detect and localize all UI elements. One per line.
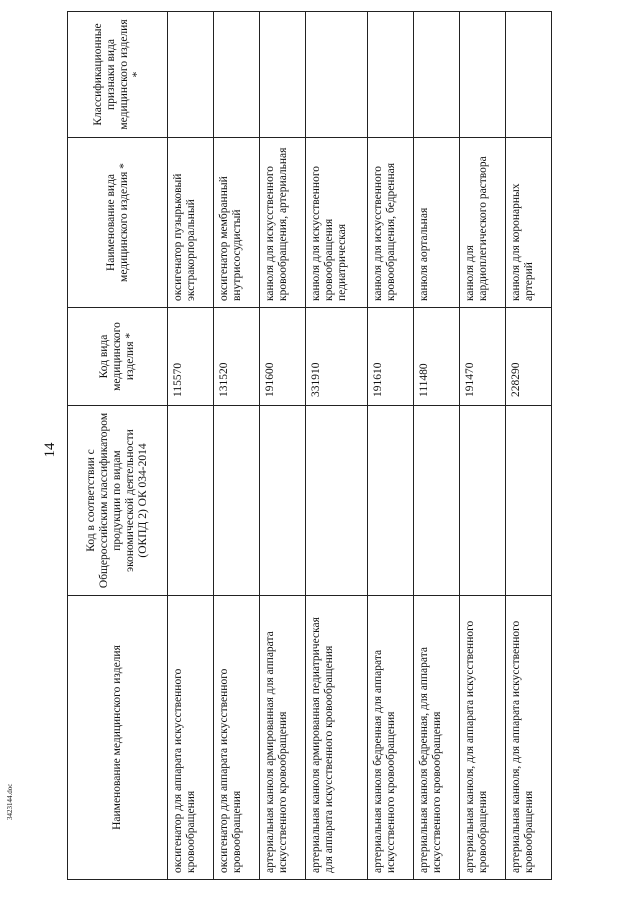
cell-kind-code: 111480 <box>414 308 460 406</box>
cell-kind-name: канюля для искусственного кровообращения, артериальная <box>260 138 306 308</box>
cell-okpd <box>168 406 214 596</box>
cell-device-name: оксигенатор для аппарата искусственного кровообращения <box>168 596 214 880</box>
document-filename: 3423144.doc <box>6 783 14 820</box>
cell-kind-code: 331910 <box>306 308 368 406</box>
cell-okpd <box>460 406 506 596</box>
cell-device-name: артериальная канюля бедренная, для аппарата искусственного кровообращения <box>414 596 460 880</box>
cell-okpd <box>306 406 368 596</box>
header-device-name: Наименование медицинского изделия <box>68 596 168 880</box>
cell-okpd <box>260 406 306 596</box>
table-row <box>168 12 214 880</box>
cell-kind-name: канюля для кардиоплегического раствора <box>460 138 506 308</box>
cell-okpd <box>214 406 260 596</box>
cell-features <box>414 12 460 138</box>
table-row <box>460 12 506 880</box>
cell-features <box>506 12 552 138</box>
cell-features <box>214 12 260 138</box>
cell-kind-name: оксигенатор мембранный внутрисосудистый <box>214 138 260 308</box>
rotated-page <box>67 0 640 882</box>
cell-features <box>368 12 414 138</box>
cell-kind-code: 191610 <box>368 308 414 406</box>
cell-features <box>168 12 214 138</box>
cell-device-name: артериальная канюля армированная педиатрическая для аппарата искусственного кровообращения <box>306 596 368 880</box>
medical-devices-table <box>67 11 552 880</box>
cell-features <box>260 12 306 138</box>
table-row <box>260 12 306 880</box>
cell-device-name: артериальная канюля армированная для аппарата искусственного кровообращения <box>260 596 306 880</box>
rotated-content <box>67 12 640 880</box>
table-row <box>506 12 552 880</box>
header-kind-name: Наименование вида медицинского изделия * <box>68 138 168 308</box>
cell-kind-name: канюля для искусственного кровообращения, бедренная <box>368 138 414 308</box>
table-header-row <box>68 12 168 880</box>
header-okpd-code: Код в соответствии с Общероссийским классификатором продукции по видам экономической деятельности (ОКПД 2) ОК 034-2014 <box>68 406 168 596</box>
header-classification: Классификационные признаки вида медицинского изделия * <box>68 12 168 138</box>
header-kind-code: Код вида медицинского изделия * <box>68 308 168 406</box>
table-row <box>368 12 414 880</box>
table-row <box>214 12 260 880</box>
cell-kind-code: 191600 <box>260 308 306 406</box>
cell-kind-code: 131520 <box>214 308 260 406</box>
cell-kind-code: 115570 <box>168 308 214 406</box>
cell-kind-name: канюля аортальная <box>414 138 460 308</box>
cell-features <box>460 12 506 138</box>
cell-device-name: артериальная канюля, для аппарата искусственного кровообращения <box>460 596 506 880</box>
table-row <box>306 12 368 880</box>
cell-features <box>306 12 368 138</box>
table-row <box>414 12 460 880</box>
cell-device-name: артериальная канюля, для аппарата искусственного кровообращения <box>506 596 552 880</box>
cell-kind-code: 228290 <box>506 308 552 406</box>
page-number: 14 <box>42 442 58 458</box>
cell-kind-name: канюля для коронарных артерий <box>506 138 552 308</box>
cell-okpd <box>414 406 460 596</box>
cell-kind-name: оксигенатор пузырьковый экстракорпоральный <box>168 138 214 308</box>
cell-device-name: артериальная канюля бедренная для аппарата искусственного кровообращения <box>368 596 414 880</box>
cell-okpd <box>368 406 414 596</box>
cell-kind-name: канюля для искусственного кровообращения педиатрическая <box>306 138 368 308</box>
cell-kind-code: 191470 <box>460 308 506 406</box>
cell-device-name: оксигенатор для аппарата искусственного кровообращения <box>214 596 260 880</box>
cell-okpd <box>506 406 552 596</box>
